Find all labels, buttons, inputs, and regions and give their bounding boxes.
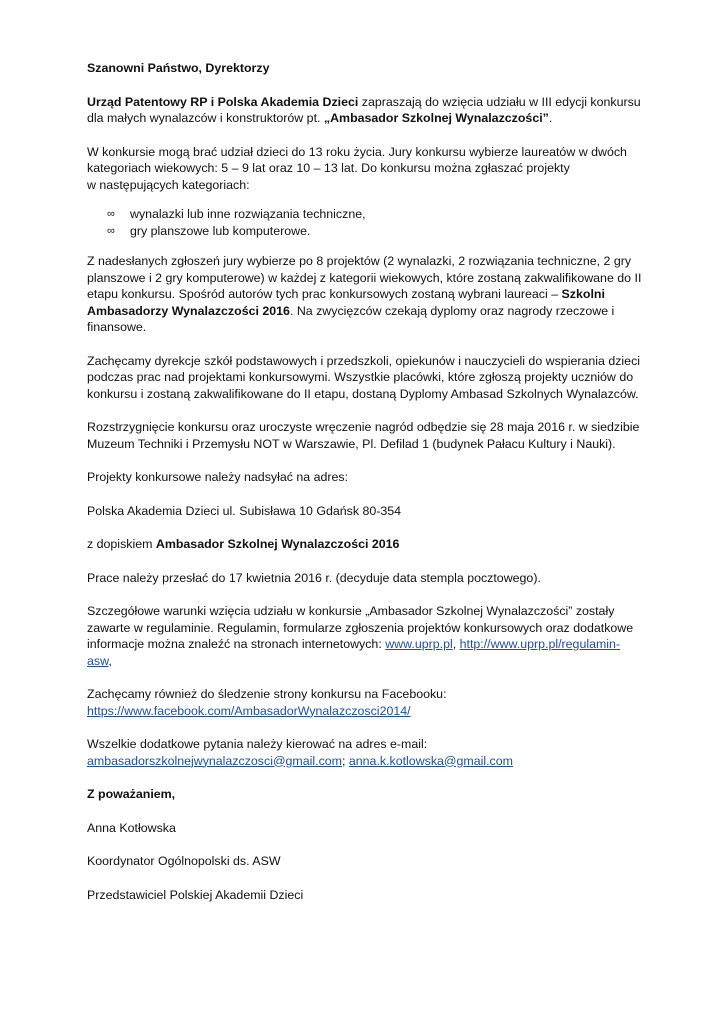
uprp-link[interactable]: www.uprp.pl (385, 637, 453, 651)
signer-name: Anna Kotłowska (87, 820, 176, 835)
salutation: Szanowni Państwo, Dyrektorzy (87, 61, 270, 75)
intro-paragraph: Urząd Patentowy RP i Polska Akademia Dzieci zapraszają do wzięcia udziału w III edycji konkursu dla małych wynalazców i konstruktorów pt. „Ambasador Szkolnej Wynalazczości”. (87, 94, 641, 125)
ceremony-paragraph: Rozstrzygnięcie konkursu oraz uroczyste wręczenie nagród odbędzie się 28 maja 2016 r. w siedzibie Muzeum Techniki i Przemysłu NOT w Warszawie, Pl. Defilad 1 (budynek Pałacu Kultury i Nauki). (87, 420, 640, 451)
encourage-paragraph: Zachęcamy dyrekcje szkół podstawowych i przedszkoli, opiekunów i nauczycieli do wspierania dzieci podczas prac nad projektami konkursowymi. Wszystkie placówki, które zgłoszą projekty uczniów do konkursu i zostaną zakwalifikowane do II etapu, dostaną Dyplomy Ambasad Szkolnych Wynalazców. (87, 353, 641, 401)
rules-paragraph: Szczegółowe warunki wzięcia udziału w konkursie „Ambasador Szkolnej Wynalazczości” zostały zawarte w regulaminie. Regulamin, formularze zgłoszenia projektów konkursowych oraz dodatkowe informacje można znaleźć na stronach internetowych: www.uprp.pl, http://www.uprp.pl/regulamin- asw, (87, 604, 634, 668)
organizers: Urząd Patentowy RP i Polska Akademia Dzieci (87, 94, 359, 109)
deadline-paragraph: Prace należy przesłać do 17 kwietnia 2016 r. (decyduje data stempla pocztowego). (87, 570, 541, 585)
letter-body (87, 60, 647, 920)
signer-org: Przedstawiciel Polskiej Akademii Dzieci (87, 887, 304, 902)
list-item: ∞ wynalazki lub inne rozwiązania techniczne, (107, 207, 366, 221)
signer-role: Koordynator Ogólnopolski ds. ASW (87, 854, 281, 868)
infinity-bullet-icon: ∞ (107, 208, 115, 220)
laureate-title: Szkolni Ambasadorzy Wynalazczości 2016 (87, 287, 605, 318)
facebook-paragraph: Zachęcamy również do śledzenie strony konkursu na Facebooku: https://www.facebook.com/AmbasadorWynalazczosci2014/ (87, 687, 447, 718)
address-paragraph: Polska Akademia Dzieci ul. Subisława 10 Gdańsk 80-354 (87, 503, 402, 518)
email-link-contest[interactable]: ambasadorszkolnejwynalazczosci@gmail.com (87, 753, 342, 768)
closing: Z poważaniem, (87, 787, 176, 801)
regulamin-link[interactable]: http://www.uprp.pl/regulamin- asw (87, 637, 621, 668)
categories-paragraph: W konkursie mogą brać udział dzieci do 13 roku życia. Jury konkursu wybierze laureatów w dwóch kategoriach wiekowych: 5 – 9 lat oraz 10 – 13 lat. Do konkursu można zgłaszać projekty w następujących kategoriach: (87, 144, 627, 192)
send-paragraph: Projekty konkursowe należy nadsyłać na adres: (87, 470, 349, 484)
infinity-bullet-icon: ∞ (107, 224, 115, 237)
note-paragraph: z dopiskiem Ambasador Szkolnej Wynalazczości 2016 (87, 537, 400, 551)
email-link-coordinator[interactable]: anna.k.kotlowska@gmail.com (348, 753, 513, 768)
jury-paragraph: Z nadesłanych zgłoszeń jury wybierze po 8 projektów (2 wynalazki, 2 rozwiązania techniczne, 2 gry planszowe i 2 gry komputerowe) w każdej z kategorii wiekowych, które zostaną zakwalifikowane do II etapu konkursu. Spośród autorów tych prac konkursowych zostaną wybrani laureaci – Szkolni Ambasadorzy Wynalazczości 2016. Na zwycięzców czekają dyplomy oraz nagrody rzeczowe i finansowe. (87, 254, 642, 334)
list-item: ∞ gry planszowe lub komputerowe. (107, 223, 311, 238)
category-list (87, 206, 647, 239)
contact-paragraph: Wszelkie dodatkowe pytania należy kierować na adres e-mail: ambasadorszkolnejwynalazczosci@gmail.com; anna.k.kotlowska@gmail.com (87, 737, 513, 768)
facebook-link[interactable]: https://www.facebook.com/AmbasadorWynalazczosci2014/ (87, 703, 411, 718)
contest-title: „Ambasador Szkolnej Wynalazczości” (323, 111, 549, 125)
